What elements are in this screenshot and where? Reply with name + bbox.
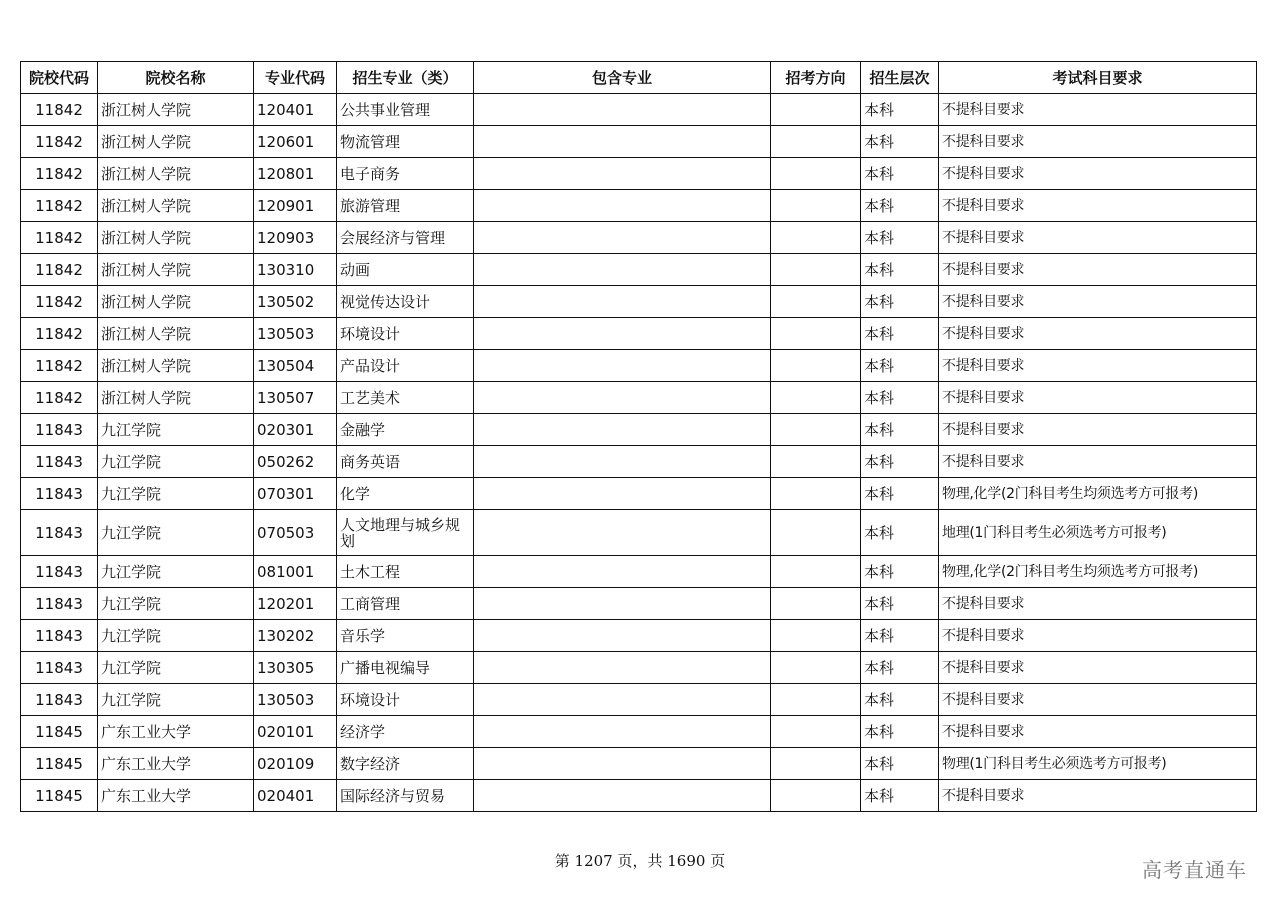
major-code-cell: 130503 [254, 684, 337, 716]
level-cell: 本科 [861, 286, 939, 318]
included-majors-cell [474, 556, 771, 588]
major-cell: 土木工程 [337, 556, 474, 588]
table-row [21, 478, 1257, 510]
major-cell: 视觉传达设计 [337, 286, 474, 318]
major-cell: 金融学 [337, 414, 474, 446]
major-cell: 动画 [337, 254, 474, 286]
table-row [21, 446, 1257, 478]
subject-requirements-cell: 不提科目要求 [939, 684, 1257, 716]
school-code-cell: 11842 [21, 94, 98, 126]
school-code-cell: 11845 [21, 780, 98, 812]
major-code-cell: 130507 [254, 382, 337, 414]
school-code-cell: 11843 [21, 620, 98, 652]
included-majors-cell [474, 620, 771, 652]
table-row [21, 716, 1257, 748]
table-row [21, 510, 1257, 556]
school-name-cell: 浙江树人学院 [98, 94, 254, 126]
included-majors-cell [474, 158, 771, 190]
major-cell: 音乐学 [337, 620, 474, 652]
admissions-table [20, 61, 1257, 812]
major-cell: 旅游管理 [337, 190, 474, 222]
table-row [21, 158, 1257, 190]
included-majors-cell [474, 94, 771, 126]
school-code-cell: 11843 [21, 556, 98, 588]
subject-requirements-cell: 地理(1门科目考生必须选考方可报考) [939, 510, 1257, 556]
major-cell: 物流管理 [337, 126, 474, 158]
school-name-cell: 浙江树人学院 [98, 318, 254, 350]
direction-cell [771, 190, 861, 222]
header-direction: 招考方向 [771, 62, 861, 94]
header-level: 招生层次 [861, 62, 939, 94]
direction-cell [771, 286, 861, 318]
table-row [21, 190, 1257, 222]
school-code-cell: 11842 [21, 254, 98, 286]
table-row [21, 684, 1257, 716]
subject-requirements-cell: 物理(1门科目考生必须选考方可报考) [939, 748, 1257, 780]
subject-requirements-cell: 物理,化学(2门科目考生均须选考方可报考) [939, 556, 1257, 588]
subject-requirements-cell: 不提科目要求 [939, 286, 1257, 318]
included-majors-cell [474, 286, 771, 318]
major-code-cell: 070301 [254, 478, 337, 510]
major-cell: 公共事业管理 [337, 94, 474, 126]
major-code-cell: 020301 [254, 414, 337, 446]
included-majors-cell [474, 478, 771, 510]
level-cell: 本科 [861, 94, 939, 126]
major-cell: 数字经济 [337, 748, 474, 780]
school-code-cell: 11843 [21, 446, 98, 478]
school-name-cell: 浙江树人学院 [98, 254, 254, 286]
major-code-cell: 020101 [254, 716, 337, 748]
direction-cell [771, 318, 861, 350]
school-code-cell: 11843 [21, 652, 98, 684]
included-majors-cell [474, 748, 771, 780]
subject-requirements-cell: 不提科目要求 [939, 126, 1257, 158]
level-cell: 本科 [861, 382, 939, 414]
school-name-cell: 广东工业大学 [98, 748, 254, 780]
header-included-majors: 包含专业 [474, 62, 771, 94]
table-row [21, 748, 1257, 780]
table-row [21, 254, 1257, 286]
school-name-cell: 浙江树人学院 [98, 382, 254, 414]
major-cell: 经济学 [337, 716, 474, 748]
school-code-cell: 11843 [21, 478, 98, 510]
school-code-cell: 11842 [21, 158, 98, 190]
direction-cell [771, 478, 861, 510]
level-cell: 本科 [861, 318, 939, 350]
major-cell: 广播电视编导 [337, 652, 474, 684]
direction-cell [771, 254, 861, 286]
level-cell: 本科 [861, 190, 939, 222]
major-code-cell: 120901 [254, 190, 337, 222]
subject-requirements-cell: 不提科目要求 [939, 652, 1257, 684]
included-majors-cell [474, 414, 771, 446]
level-cell: 本科 [861, 652, 939, 684]
subject-requirements-cell: 不提科目要求 [939, 318, 1257, 350]
level-cell: 本科 [861, 414, 939, 446]
level-cell: 本科 [861, 350, 939, 382]
subject-requirements-cell: 物理,化学(2门科目考生均须选考方可报考) [939, 478, 1257, 510]
table-row [21, 620, 1257, 652]
level-cell: 本科 [861, 716, 939, 748]
subject-requirements-cell: 不提科目要求 [939, 716, 1257, 748]
included-majors-cell [474, 510, 771, 556]
subject-requirements-cell: 不提科目要求 [939, 446, 1257, 478]
table-row [21, 126, 1257, 158]
direction-cell [771, 748, 861, 780]
school-code-cell: 11843 [21, 510, 98, 556]
included-majors-cell [474, 350, 771, 382]
included-majors-cell [474, 126, 771, 158]
major-cell: 环境设计 [337, 684, 474, 716]
level-cell: 本科 [861, 510, 939, 556]
level-cell: 本科 [861, 556, 939, 588]
table-row [21, 318, 1257, 350]
school-name-cell: 九江学院 [98, 556, 254, 588]
school-name-cell: 浙江树人学院 [98, 126, 254, 158]
table-row [21, 652, 1257, 684]
school-code-cell: 11842 [21, 222, 98, 254]
included-majors-cell [474, 780, 771, 812]
included-majors-cell [474, 446, 771, 478]
subject-requirements-cell: 不提科目要求 [939, 382, 1257, 414]
school-name-cell: 九江学院 [98, 510, 254, 556]
table-row [21, 286, 1257, 318]
included-majors-cell [474, 254, 771, 286]
subject-requirements-cell: 不提科目要求 [939, 350, 1257, 382]
included-majors-cell [474, 684, 771, 716]
major-cell: 电子商务 [337, 158, 474, 190]
subject-requirements-cell: 不提科目要求 [939, 190, 1257, 222]
table-row [21, 588, 1257, 620]
school-code-cell: 11842 [21, 286, 98, 318]
major-code-cell: 050262 [254, 446, 337, 478]
major-cell: 工艺美术 [337, 382, 474, 414]
subject-requirements-cell: 不提科目要求 [939, 588, 1257, 620]
direction-cell [771, 588, 861, 620]
watermark: 高考直通车 [1142, 858, 1247, 882]
direction-cell [771, 446, 861, 478]
school-code-cell: 11842 [21, 126, 98, 158]
included-majors-cell [474, 222, 771, 254]
school-code-cell: 11845 [21, 716, 98, 748]
major-code-cell: 130503 [254, 318, 337, 350]
school-name-cell: 九江学院 [98, 684, 254, 716]
table-row [21, 94, 1257, 126]
level-cell: 本科 [861, 748, 939, 780]
direction-cell [771, 556, 861, 588]
school-name-cell: 浙江树人学院 [98, 286, 254, 318]
level-cell: 本科 [861, 620, 939, 652]
header-major-code: 专业代码 [254, 62, 337, 94]
level-cell: 本科 [861, 478, 939, 510]
school-code-cell: 11843 [21, 588, 98, 620]
level-cell: 本科 [861, 684, 939, 716]
direction-cell [771, 222, 861, 254]
major-code-cell: 130504 [254, 350, 337, 382]
table-row [21, 414, 1257, 446]
table-row [21, 350, 1257, 382]
header-major: 招生专业（类） [337, 62, 474, 94]
level-cell: 本科 [861, 588, 939, 620]
direction-cell [771, 510, 861, 556]
major-code-cell: 120201 [254, 588, 337, 620]
major-code-cell: 120401 [254, 94, 337, 126]
subject-requirements-cell: 不提科目要求 [939, 158, 1257, 190]
header-school-code: 院校代码 [21, 62, 98, 94]
included-majors-cell [474, 190, 771, 222]
school-name-cell: 九江学院 [98, 620, 254, 652]
subject-requirements-cell: 不提科目要求 [939, 414, 1257, 446]
school-name-cell: 九江学院 [98, 588, 254, 620]
major-code-cell: 130202 [254, 620, 337, 652]
level-cell: 本科 [861, 222, 939, 254]
included-majors-cell [474, 652, 771, 684]
direction-cell [771, 684, 861, 716]
direction-cell [771, 414, 861, 446]
school-name-cell: 九江学院 [98, 478, 254, 510]
major-code-cell: 130305 [254, 652, 337, 684]
school-name-cell: 浙江树人学院 [98, 190, 254, 222]
school-code-cell: 11842 [21, 190, 98, 222]
table-row [21, 382, 1257, 414]
major-code-cell: 081001 [254, 556, 337, 588]
page-number: 第 1207 页，共 1690 页 [554, 852, 726, 870]
included-majors-cell [474, 382, 771, 414]
major-code-cell: 130310 [254, 254, 337, 286]
major-cell: 产品设计 [337, 350, 474, 382]
direction-cell [771, 94, 861, 126]
major-code-cell: 120903 [254, 222, 337, 254]
school-code-cell: 11842 [21, 382, 98, 414]
direction-cell [771, 382, 861, 414]
direction-cell [771, 780, 861, 812]
major-code-cell: 120801 [254, 158, 337, 190]
school-code-cell: 11842 [21, 350, 98, 382]
included-majors-cell [474, 716, 771, 748]
school-name-cell: 九江学院 [98, 652, 254, 684]
level-cell: 本科 [861, 254, 939, 286]
subject-requirements-cell: 不提科目要求 [939, 94, 1257, 126]
included-majors-cell [474, 588, 771, 620]
direction-cell [771, 716, 861, 748]
direction-cell [771, 620, 861, 652]
major-cell: 国际经济与贸易 [337, 780, 474, 812]
direction-cell [771, 126, 861, 158]
level-cell: 本科 [861, 126, 939, 158]
header-school-name: 院校名称 [98, 62, 254, 94]
subject-requirements-cell: 不提科目要求 [939, 620, 1257, 652]
level-cell: 本科 [861, 158, 939, 190]
level-cell: 本科 [861, 446, 939, 478]
school-name-cell: 浙江树人学院 [98, 158, 254, 190]
major-code-cell: 120601 [254, 126, 337, 158]
school-name-cell: 九江学院 [98, 446, 254, 478]
school-code-cell: 11842 [21, 318, 98, 350]
major-code-cell: 130502 [254, 286, 337, 318]
header-subject-requirements: 考试科目要求 [939, 62, 1257, 94]
school-code-cell: 11845 [21, 748, 98, 780]
direction-cell [771, 652, 861, 684]
school-name-cell: 九江学院 [98, 414, 254, 446]
table-row [21, 556, 1257, 588]
major-code-cell: 020401 [254, 780, 337, 812]
subject-requirements-cell: 不提科目要求 [939, 780, 1257, 812]
header-row [21, 62, 1257, 94]
school-code-cell: 11843 [21, 684, 98, 716]
major-cell: 环境设计 [337, 318, 474, 350]
major-cell: 工商管理 [337, 588, 474, 620]
school-code-cell: 11843 [21, 414, 98, 446]
school-name-cell: 浙江树人学院 [98, 222, 254, 254]
major-cell: 化学 [337, 478, 474, 510]
direction-cell [771, 350, 861, 382]
major-cell: 商务英语 [337, 446, 474, 478]
subject-requirements-cell: 不提科目要求 [939, 254, 1257, 286]
major-cell: 人文地理与城乡规划 [337, 510, 474, 556]
subject-requirements-cell: 不提科目要求 [939, 222, 1257, 254]
major-cell: 会展经济与管理 [337, 222, 474, 254]
included-majors-cell [474, 318, 771, 350]
table-row [21, 780, 1257, 812]
school-name-cell: 广东工业大学 [98, 716, 254, 748]
major-code-cell: 070503 [254, 510, 337, 556]
direction-cell [771, 158, 861, 190]
major-code-cell: 020109 [254, 748, 337, 780]
school-name-cell: 浙江树人学院 [98, 350, 254, 382]
table-row [21, 222, 1257, 254]
level-cell: 本科 [861, 780, 939, 812]
school-name-cell: 广东工业大学 [98, 780, 254, 812]
